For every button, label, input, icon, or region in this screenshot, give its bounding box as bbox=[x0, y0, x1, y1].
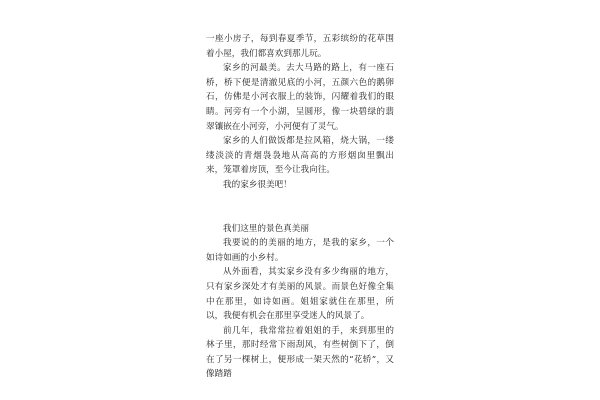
paragraph: 我的家乡很美吧！ bbox=[223, 179, 292, 190]
section-title: 我们这里的景色真美丽 bbox=[223, 223, 309, 234]
paragraph: 前几年，我常常拉着姐姐的手，来到那里的林子里，那时经常下雨刮风，有些树倒下了，倒在了另一棵树上，便形成一架天然的“花轿”，又像踏踏 bbox=[206, 325, 394, 380]
paragraph: 我要说的的美丽的地方，是我的家乡，一个如诗如画的小乡村。 bbox=[206, 238, 394, 263]
paragraph: 一座小房子，每到春夏季节，五彩缤纷的花草围着小屋，我们都喜欢到那儿玩。 bbox=[206, 34, 394, 59]
paragraph: 家乡的河最美。去大马路的路上，有一座石桥，桥下便是清澈见底的小河，五颜六色的鹅卵石，仿佛是小河衣服上的装饰，闪耀着我们的眼睛。河旁有一个小湖，呈圆形，像一块碧绿的翡翠镶嵌在小河旁，小河便有了灵气。 bbox=[206, 63, 394, 132]
document-page bbox=[206, 32, 394, 382]
paragraph: 家乡的人们做饭都是拉风箱，烧大锅，一缕缕淡淡的青烟袅袅地从高高的方形烟囱里飘出来，笼罩着房顶，至今让我向往。 bbox=[206, 136, 394, 176]
paragraph: 从外面看，其实家乡没有多少绚丽的地方，只有家乡深处才有美丽的风景。而景色好像全集中在那里，如诗如画。姐姐家就住在那里，所以，我便有机会在那里享受迷人的风景了。 bbox=[206, 267, 394, 322]
section-gap bbox=[206, 193, 394, 222]
